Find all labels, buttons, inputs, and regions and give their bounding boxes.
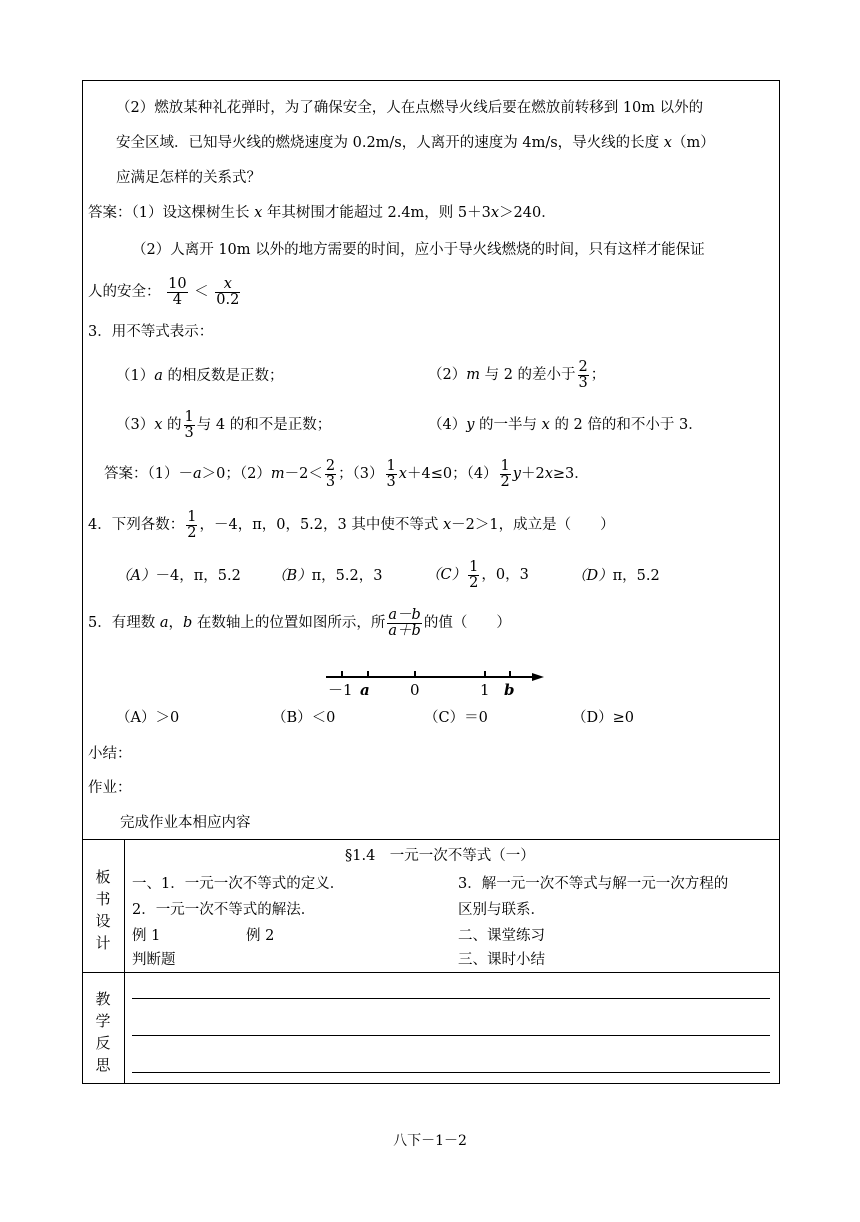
label-minus-one: －1 bbox=[328, 681, 353, 699]
q4-option-a: （A）－4，π，5.2 bbox=[116, 568, 241, 584]
label-one: 1 bbox=[480, 681, 490, 699]
q5-option-b: （B）＜0 bbox=[272, 710, 336, 726]
q2-line2: 安全区域．已知导火线的燃烧速度为 0.2m/s，人离开的速度为 4m/s，导火线的长度 x（m） bbox=[116, 135, 715, 151]
q2-line1: （2）燃放某种礼花弹时，为了确保安全，人在点燃导火线后要在燃放前转移到 10m 以外的 bbox=[116, 100, 704, 116]
q3-answer: 答案：（1）－a＞0；（2）m－2＜ $\frac{2}{3}$ ；（3） $\frac{1}{3}$ x＋4≤0；（4） $\frac{1}{2}$ y＋2x≥3． bbox=[104, 457, 589, 490]
board-example1: 例 1 bbox=[132, 928, 161, 944]
board-right1: 3．解一元一次不等式与解一元一次方程的 bbox=[458, 876, 729, 892]
label-a: a bbox=[360, 681, 370, 699]
answer-2-line2: 人的安全： $\frac{10}{4}$ ＜ $\frac{x}{0.2}$ bbox=[88, 275, 240, 308]
q4-option-d: （D）π，5.2 bbox=[572, 568, 660, 584]
writing-line bbox=[132, 998, 770, 999]
q4-option-c: （C） $\frac{1}{2}$ ，0，3 bbox=[426, 558, 529, 591]
board-line2: 2．一元一次不等式的解法． bbox=[132, 902, 316, 918]
fraction: $\frac{1}{3}$ bbox=[184, 408, 194, 441]
label-b: b bbox=[504, 681, 515, 699]
q2-line3: 应满足怎样的关系式？ bbox=[116, 170, 261, 186]
q5-question: 5．有理数 a，b 在数轴上的位置如图所示，所 $\frac{a-b}{a+b}$ 的值（ ） bbox=[88, 606, 511, 639]
fraction: $\frac{1}{2}$ bbox=[469, 558, 479, 591]
homework-label: 作业： bbox=[88, 780, 132, 796]
writing-line bbox=[132, 1072, 770, 1073]
summary-label: 小结： bbox=[88, 746, 132, 762]
q3-part4: （4）y 的一半与 x 的 2 倍的和不小于 3． bbox=[428, 417, 703, 433]
q5-option-d: （D）≥0 bbox=[572, 710, 635, 726]
fraction: $\frac{2}{3}$ bbox=[325, 457, 336, 490]
q3-part3: （3）x 的 $\frac{1}{3}$ 与 4 的和不是正数； bbox=[116, 408, 332, 441]
fraction: $\frac{1}{3}$ bbox=[386, 457, 396, 490]
board-line4: 判断题 bbox=[132, 952, 176, 968]
fraction: $\frac{1}{2}$ bbox=[187, 508, 197, 541]
q3-part2: （2）m 与 2 的差小于 $\frac{2}{3}$ ； bbox=[428, 358, 606, 391]
board-line1: 一、1．一元一次不等式的定义． bbox=[132, 876, 345, 892]
fraction: $\frac{10}{4}$ bbox=[168, 275, 187, 308]
fraction: $\frac{2}{3}$ bbox=[578, 358, 588, 391]
answer-1: 答案：（1）设这棵树生长 x 年其树围才能超过 2.4m，则 5＋3x＞240． bbox=[88, 205, 556, 221]
board-example2: 例 2 bbox=[246, 928, 275, 944]
q4-question: 4．下列各数： $\frac{1}{2}$ ，－4，π，0，5.2，3 其中使不等式 x－2＞1，成立是（ ） bbox=[88, 508, 615, 541]
board-right2: 区别与联系． bbox=[458, 902, 545, 918]
fraction: $\frac{a-b}{a+b}$ bbox=[388, 606, 421, 639]
q5-option-a: （A）＞0 bbox=[116, 710, 180, 726]
board-design-label: 板 书 设 计 bbox=[95, 868, 111, 952]
fraction: $\frac{x}{0.2}$ bbox=[216, 275, 240, 308]
number-line-figure bbox=[320, 660, 550, 700]
homework-content: 完成作业本相应内容 bbox=[120, 815, 251, 831]
label-zero: 0 bbox=[410, 681, 420, 699]
section-divider bbox=[82, 972, 780, 973]
arrow-icon bbox=[532, 673, 544, 681]
board-right3: 二、课堂练习 bbox=[458, 928, 545, 944]
writing-line bbox=[132, 1035, 770, 1036]
fraction: $\frac{1}{2}$ bbox=[500, 457, 510, 490]
q3-part1: （1）a 的相反数是正数； bbox=[116, 368, 284, 384]
q5-option-c: （C）＝0 bbox=[424, 710, 488, 726]
answer-2-line1: （2）人离开 10m 以外的地方需要的时间，应小于导火线燃烧的时间，只有这样才能保证 bbox=[132, 242, 705, 258]
board-title: §1.4 一元一次不等式（一） bbox=[345, 848, 535, 864]
board-right4: 三、课时小结 bbox=[458, 952, 545, 968]
section-divider bbox=[82, 839, 780, 840]
label-column-divider bbox=[124, 839, 125, 1084]
reflection-label: 教 学 反 思 bbox=[95, 990, 111, 1074]
q4-option-b: （B）π，5.2，3 bbox=[272, 568, 383, 584]
page-number: 八下－1－2 bbox=[393, 1133, 467, 1149]
q3-title: 3．用不等式表示： bbox=[88, 324, 214, 340]
